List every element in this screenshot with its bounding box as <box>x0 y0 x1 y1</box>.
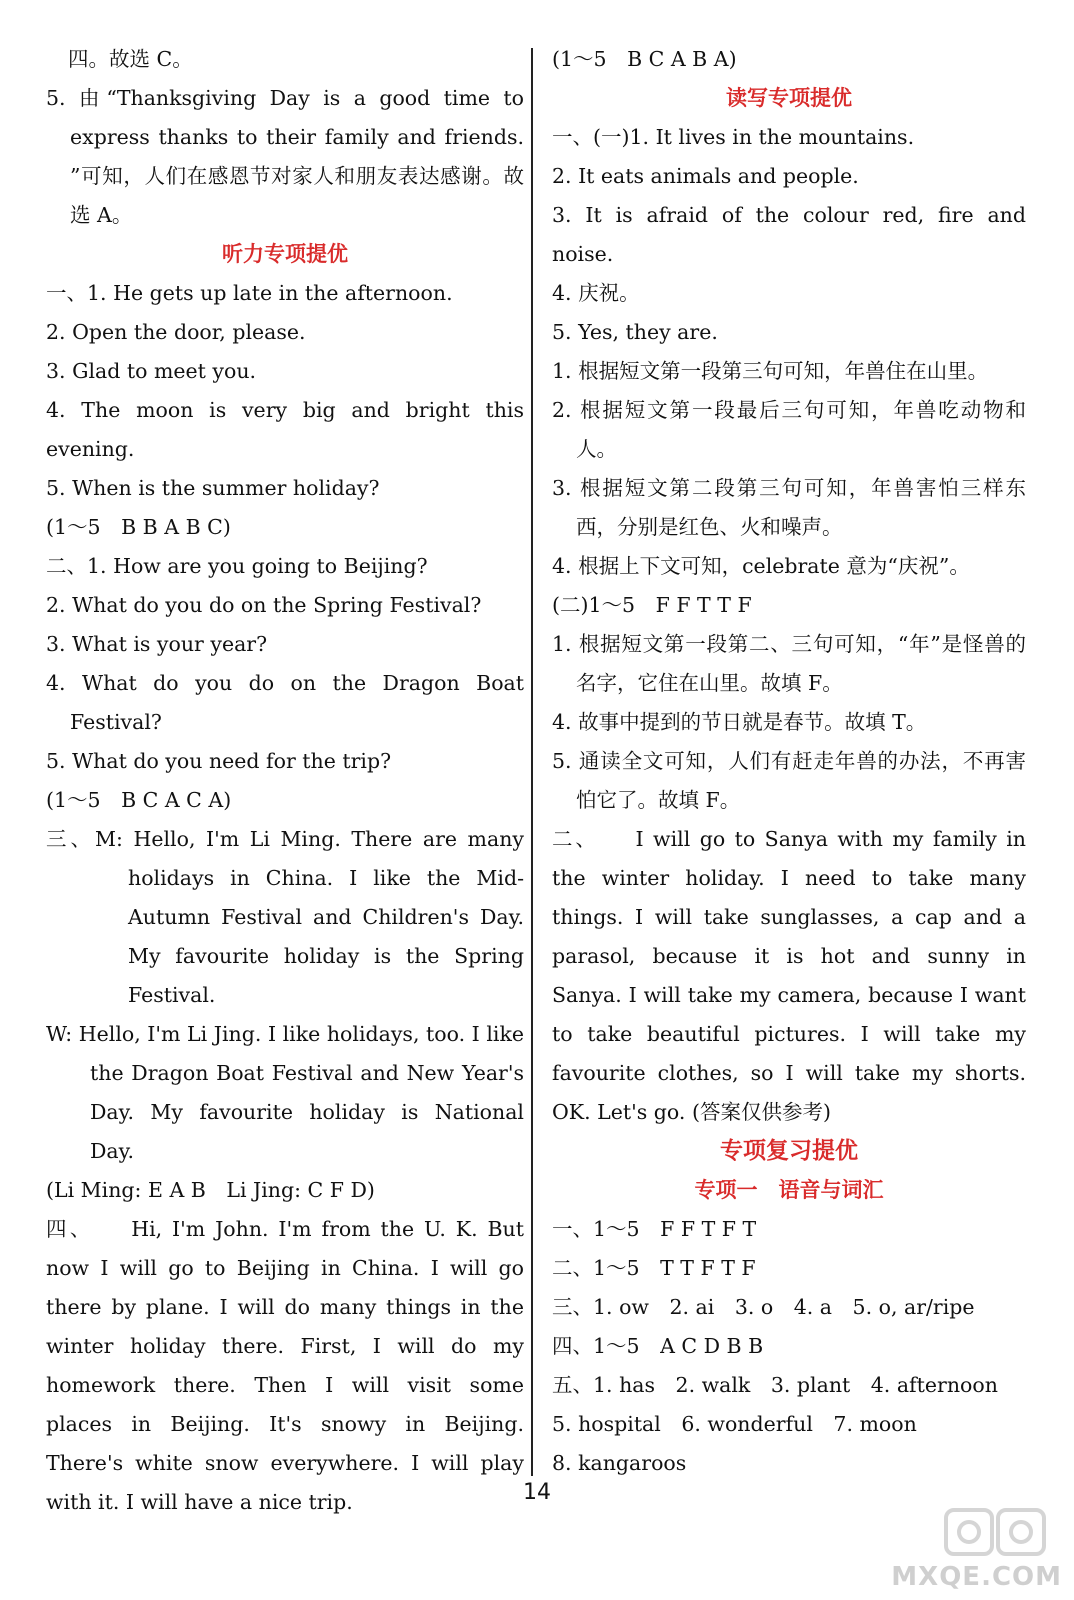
left-answer-line: (Li Ming: E A B Li Jing: C F D) <box>46 1178 375 1202</box>
left-answer-line: 四。故选 C。 <box>68 47 193 71</box>
left-answer-line: W: Hello, I'm Li Jing. I like holidays, too. I like the Dragon Boat Festival and New Year's Day. My favourite holiday is National Day. <box>46 1022 524 1163</box>
left-answer-line: (1～5 B B A B C) <box>46 515 231 539</box>
left-answer-line: 5. 由“Thanksgiving Day is a good time to express thanks to their family and friends. ”可知，人们在感恩节对家人和朋友表达感谢。故选 A。 <box>46 86 524 227</box>
right-answer-line: 2. It eats animals and people. <box>552 164 859 188</box>
left-answer-line: 2. What do you do on the Spring Festival? <box>46 593 482 617</box>
right-answer-line: 二、1～5 T T F T F <box>552 1256 756 1280</box>
watermark-logo <box>891 1504 1066 1594</box>
right-answer-line: 五、1. has 2. walk 3. plant 4. afternoon <box>552 1373 998 1397</box>
right-answer-line: 一、1～5 F F T F T <box>552 1217 757 1241</box>
left-answer-line: 3. Glad to meet you. <box>46 359 257 383</box>
right-answer-line: 5. hospital 6. wonderful 7. moon <box>552 1412 917 1436</box>
left-answer-line: 5. What do you need for the trip? <box>46 749 392 773</box>
right-answer-line: 2. 根据短文第一段最后三句可知，年兽吃动物和人。 <box>552 398 1026 461</box>
column-divider <box>531 48 533 1476</box>
left-answer-line: 二、1. How are you going to Beijing? <box>46 554 428 578</box>
right-answer-line: (二)1～5 F F T T F <box>552 593 752 617</box>
left-answer-line: 2. Open the door, please. <box>46 320 306 344</box>
right-answer-line: 3. 根据短文第二段第三句可知，年兽害怕三样东西，分别是红色、火和噪声。 <box>552 476 1026 539</box>
right-answer-line: 二、 I will go to Sanya with my family in the winter holiday. I need to take many things. I will take sunglasses, a cap and a parasol, because it is hot and sunny in Sanya. I will take my camera, because I want to take beautiful pictures. I will take my favourite clothes, so I will take my shorts. OK. Let's go. (答案仅供参考) <box>552 827 1026 1124</box>
left-answer-line: (1～5 B C A C A) <box>46 788 232 812</box>
section-heading: 读写专项提优 <box>726 86 852 110</box>
right-answer-line: 4. 根据上下文可知，celebrate 意为“庆祝”。 <box>552 554 970 578</box>
right-answer-line: 四、1～5 A C D B B <box>552 1334 764 1358</box>
right-answer-line: 三、1. ow 2. ai 3. o 4. a 5. o, ar/ripe <box>552 1295 975 1319</box>
right-answer-line: 一、(一)1. It lives in the mountains. <box>552 125 915 149</box>
section-heading: 专项复习提优 <box>720 1138 858 1164</box>
right-answer-line: 3. It is afraid of the colour red, fire and noise. <box>552 203 1026 266</box>
page-number: 14 <box>523 1480 551 1505</box>
right-answer-line: 5. Yes, they are. <box>552 320 718 344</box>
left-answer-line: 3. What is your year? <box>46 632 268 656</box>
right-answer-line: 8. kangaroos <box>552 1451 687 1475</box>
left-column <box>46 40 524 1522</box>
subsection-heading: 专项一 语音与词汇 <box>694 1178 884 1202</box>
left-answer-line: 4. What do you do on the Dragon Boat Festival? <box>46 671 524 734</box>
right-answer-line: (1～5 B C A B A) <box>552 47 737 71</box>
right-answer-line: 1. 根据短文第一段第二、三句可知，“年”是怪兽的名字，它住在山里。故填 F。 <box>552 632 1026 695</box>
left-answer-line: 三、M: Hello, I'm Li Ming. There are many holidays in China. I like the Mid-Autumn Festival and Children's Day. My favourite holiday is the Spring Festival. <box>46 827 524 1007</box>
left-answer-line: 4. The moon is very big and bright this evening. <box>46 398 524 461</box>
right-answer-line: 1. 根据短文第一段第三句可知，年兽住在山里。 <box>552 359 989 383</box>
right-column <box>552 40 1026 1483</box>
left-answer-line: 四、 Hi, I'm John. I'm from the U. K. But now I will go to Beijing in China. I will go there by plane. I will do many things in the winter holiday there. First, I will do my homework there. Then I will visit some places in Beijing. It's snowy in Beijing. There's white snow everywhere. I will play with it. I will have a nice trip. <box>46 1217 524 1514</box>
left-answer-line: 5. When is the summer holiday? <box>46 476 380 500</box>
answer-stamp-logo-icon <box>916 1504 1066 1564</box>
right-answer-line: 4. 故事中提到的节日就是春节。故填 T。 <box>552 710 927 734</box>
right-answer-line: 4. 庆祝。 <box>552 281 640 305</box>
left-answer-line: 一、1. He gets up late in the afternoon. <box>46 281 453 305</box>
right-answer-line: 5. 通读全文可知，人们有赶走年兽的办法，不再害怕它了。故填 F。 <box>552 749 1026 812</box>
section-heading: 听力专项提优 <box>222 242 348 266</box>
watermark-text: MXQE.COM <box>891 1562 1062 1592</box>
